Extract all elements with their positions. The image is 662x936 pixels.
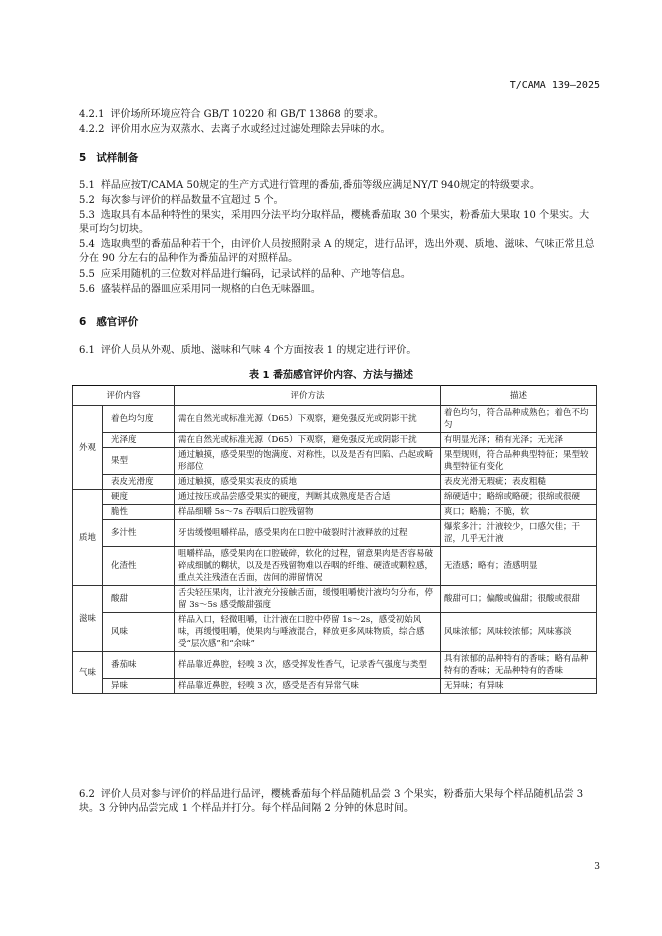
section-5-heading — [79, 150, 138, 165]
table-header-row — [73, 386, 597, 406]
sensory-evaluation-table — [72, 385, 597, 694]
description-cell: 爽口；略脆；不脆，软 — [441, 505, 597, 520]
method-cell: 通过触摸，感受果实表皮的质地 — [175, 475, 441, 490]
item-cell: 着色均匀度 — [103, 406, 175, 433]
description-cell: 爆浆多汁；汁液较少，口感欠佳；干涩，几乎无汁液 — [441, 520, 597, 547]
clause-text: 应采用随机的三位数对样品进行编码，记录试样的品种、产地等信息。 — [100, 269, 411, 280]
clause-text: 评价场所环境应符合 GB/T 10220 和 GB/T 13868 的要求。 — [110, 109, 384, 120]
description-cell: 具有浓郁的品种特有的香味；略有品种特有的香味；无品种特有的香味 — [441, 652, 597, 679]
clause-5-3 — [79, 209, 599, 237]
item-cell: 脆性 — [103, 505, 175, 520]
method-cell: 样品细嚼 5s～7s 吞咽后口腔残留物 — [175, 505, 441, 520]
clause-number: 5.1 — [79, 180, 95, 191]
table-row — [73, 652, 597, 679]
section-number: 6 — [79, 316, 87, 328]
table-row — [73, 547, 597, 586]
clause-5-6 — [79, 283, 599, 297]
item-cell: 多汁性 — [103, 520, 175, 547]
clause-text: 评价用水应为双蒸水、去离子水或经过过滤处理除去异味的水。 — [110, 124, 391, 135]
method-cell: 需在自然光或标准光源（D65）下观察，避免强反光或阴影干扰 — [175, 433, 441, 448]
item-cell: 风味 — [103, 613, 175, 652]
clause-text: 评价人员对参与评价的样品进行品评，樱桃番茄每个样品随机品尝 3 个果实，粉番茄大果每个样品随机品尝 3 块。3 分钟内品尝完成 1 个样品并打分。每个样品间隔 2 分钟的休息时间。 — [79, 789, 584, 814]
description-cell: 无渣感；略有；渣感明显 — [441, 547, 597, 586]
clause-text: 每次参与评价的样品数量不宜超过 5 个。 — [100, 195, 284, 206]
clause-number: 5.5 — [79, 269, 95, 280]
clause-number: 5.2 — [79, 195, 95, 206]
clause-number: 5.6 — [79, 284, 95, 295]
category-cell: 外观 — [73, 406, 103, 490]
section-title: 试样制备 — [96, 152, 139, 164]
clause-text: 盛装样品的器皿应采用同一规格的白色无味器皿。 — [100, 284, 321, 295]
description-cell: 有明显光泽；稍有光泽；无光泽 — [441, 433, 597, 448]
clause-5-4 — [79, 238, 599, 266]
description-cell: 果型规则，符合品种典型特征；果型较典型特征有变化 — [441, 448, 597, 475]
category-cell: 滋味 — [73, 586, 103, 652]
clause-5-5 — [79, 268, 599, 282]
category-cell: 气味 — [73, 652, 103, 694]
item-cell: 异味 — [103, 679, 175, 694]
item-cell: 光泽度 — [103, 433, 175, 448]
clause-text: 选取典型的番茄品种若干个，由评价人员按照附录 A 的规定，进行品评，选出外观、质地、滋味、气味正常且总分在 90 分左右的品种作为番茄品评的对照样品。 — [79, 239, 595, 264]
clause-4-2-2 — [79, 123, 599, 137]
clause-number: 4.2.2 — [79, 124, 105, 135]
clause-6-2 — [79, 788, 599, 816]
table-row — [73, 679, 597, 694]
clause-text: 样品应按T/CAMA 50规定的生产方式进行管理的番茄,番茄等级应满足NY/T 940规定的特级要求。 — [100, 180, 541, 191]
table-caption: 表 1 番茄感官评价内容、方法与描述 — [249, 370, 413, 381]
method-cell: 通过按压或品尝感受果实的硬度，判断其成熟度是否合适 — [175, 490, 441, 505]
method-cell: 样品靠近鼻腔，轻嗅 3 次，感受是否有异常气味 — [175, 679, 441, 694]
item-cell: 番茄味 — [103, 652, 175, 679]
method-cell: 样品靠近鼻腔，轻嗅 3 次，感受挥发性香气，记录香气强度与类型 — [175, 652, 441, 679]
clause-number: 4.2.1 — [79, 109, 105, 120]
item-cell: 酸甜 — [103, 586, 175, 613]
table-row — [73, 586, 597, 613]
clause-6-1 — [79, 344, 599, 358]
item-cell: 表皮光滑度 — [103, 475, 175, 490]
description-cell: 无异味；有异味 — [441, 679, 597, 694]
clause-number: 5.3 — [79, 210, 95, 221]
item-cell: 果型 — [103, 448, 175, 475]
clause-text: 选取具有本品种特性的果实，采用四分法平均分取样品，樱桃番茄取 30 个果实，粉番茄大果取 10 个果实。大果可均匀切块。 — [79, 210, 590, 235]
table-row — [73, 490, 597, 505]
clause-text: 评价人员从外观、质地、滋味和气味 4 个方面按表 1 的规定进行评价。 — [100, 345, 417, 356]
table-row — [73, 433, 597, 448]
clause-5-2 — [79, 194, 599, 208]
method-cell: 通过触摸，感受果型的饱满度、对称性，以及是否有凹陷、凸起或畸形部位 — [175, 448, 441, 475]
table-row — [73, 475, 597, 490]
item-cell: 化渣性 — [103, 547, 175, 586]
method-cell: 舌尖轻压果肉，让汁液充分接触舌面，缓慢咀嚼使汁液均匀分布，停留 3s～5s 感受酸甜强度 — [175, 586, 441, 613]
description-cell: 着色均匀，符合品种成熟色；着色不均匀 — [441, 406, 597, 433]
header-description: 描述 — [441, 386, 597, 406]
clause-number: 5.4 — [79, 239, 95, 250]
table-row — [73, 520, 597, 547]
item-cell: 硬度 — [103, 490, 175, 505]
page-number: 3 — [594, 862, 600, 872]
method-cell: 咀嚼样品，感受果肉在口腔破碎，软化的过程，留意果肉是否容易破碎成细腻的糊状，以及是否残留物难以吞咽的纤维、硬渣或颗粒感，重点关注残渣在舌面，齿间的滞留情况 — [175, 547, 441, 586]
section-6-heading — [79, 314, 138, 329]
section-number: 5 — [79, 152, 87, 164]
table-row — [73, 505, 597, 520]
category-cell: 质地 — [73, 490, 103, 586]
description-cell: 表皮光滑无瑕疵；表皮粗糙 — [441, 475, 597, 490]
clause-number: 6.1 — [79, 345, 95, 356]
description-cell: 风味浓郁；风味较浓郁；风味寡淡 — [441, 613, 597, 652]
method-cell: 样品入口，轻微咀嚼，让汁液在口腔中停留 1s～2s，感受初始风味，再缓慢咀嚼，使果肉与唾液混合，释放更多风味物质，综合感受“层次感”和“余味” — [175, 613, 441, 652]
method-cell: 需在自然光或标准光源（D65）下观察，避免强反光或阴影干扰 — [175, 406, 441, 433]
section-title: 感官评价 — [96, 316, 139, 328]
table-row — [73, 613, 597, 652]
description-cell: 绵硬适中；略绵或略硬；很绵或很硬 — [441, 490, 597, 505]
table-row — [73, 406, 597, 433]
method-cell: 牙齿缓慢咀嚼样品，感受果肉在口腔中破裂时汁液释放的过程 — [175, 520, 441, 547]
clause-5-1 — [79, 179, 599, 193]
header-evaluation-content: 评价内容 — [73, 386, 175, 406]
standard-number: T/CAMA 139—2025 — [509, 80, 600, 91]
header-evaluation-method: 评价方法 — [175, 386, 441, 406]
description-cell: 酸甜可口；偏酸或偏甜；很酸或很甜 — [441, 586, 597, 613]
clause-4-2-1 — [79, 108, 599, 122]
table-row — [73, 448, 597, 475]
clause-number: 6.2 — [79, 789, 95, 800]
